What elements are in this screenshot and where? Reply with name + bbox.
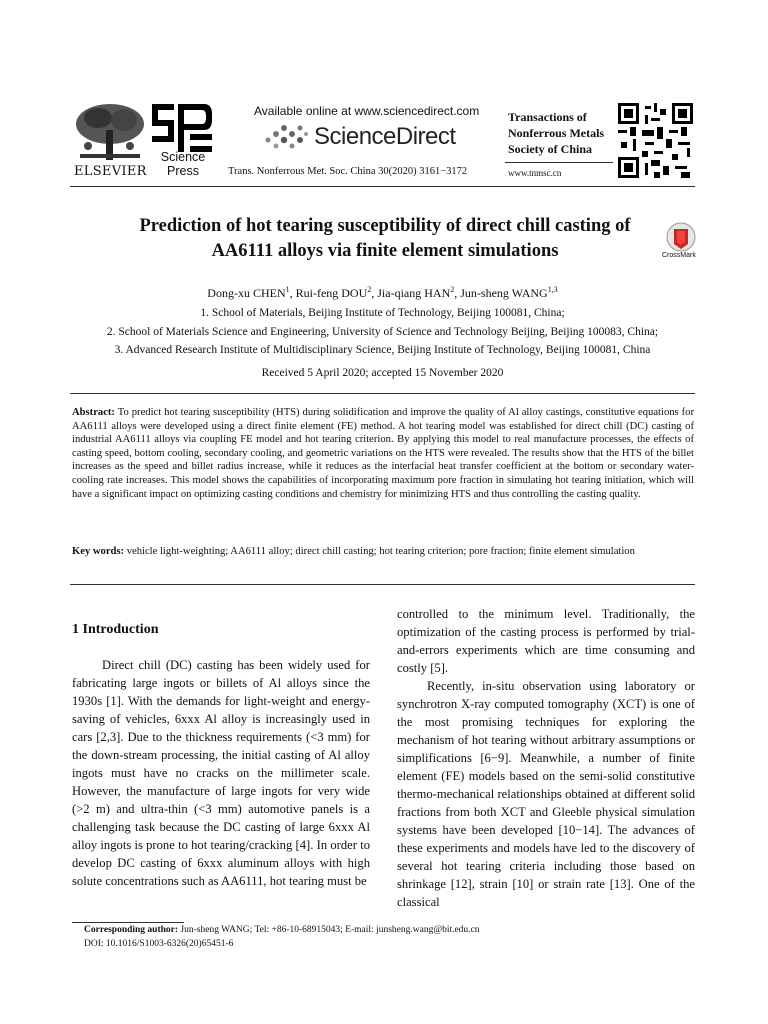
author-name: Rui-feng DOU [295, 286, 368, 300]
journal-name-line1: Transactions of [508, 110, 587, 124]
body-paragraph: Direct chill (DC) casting has been widely used for fabricating large ingots or billets of Al alloys since the 1930s [1]. With the demands for light-weight and energy-saving of vehicles, 6xxx Al alloy is increasingly used in cars [2,3]. Due to the thickness requirements (<3 mm) for the down-stream processing, the initial casting of Al alloy ingots must have no cracks on the millimeter scale. However, the manufacture of large ingots for very wide (>2 m) and ultra-thin (<3 mm) automotive panels is a challenging task because the DC casting of large 6xxx Al alloy ingots is prone to hot tearing/cracking [4]. In order to develop DC casting of 6xxx aluminum alloys with high solute concentrations such as AA6111, hot tearing must be [72, 658, 370, 888]
section-heading: 1 Introduction [72, 622, 159, 637]
author-name: Jia-qiang HAN [377, 286, 451, 300]
author-affiliation-mark: 2 [367, 285, 372, 294]
body-paragraph: controlled to the minimum level. Traditionally, the optimization of the casting process is performed by trial-and-errors experiments which are time consuming and costly [5]. [397, 607, 695, 675]
keywords-text: vehicle light-weighting; AA6111 alloy; direct chill casting; hot tearing criterion; pore fraction; finite element simulation [124, 546, 635, 557]
affiliation: 2. School of Materials Science and Engineering, University of Science and Technology Beijing, Beijing 100083, China; [106, 326, 659, 338]
journal-name-line2: Nonferrous Metals [508, 126, 605, 140]
footnote-rule [72, 922, 184, 923]
corresponding-author-footnote [84, 925, 480, 935]
body-paragraph: Recently, in-situ observation using laboratory or synchrotron X-ray computed tomography (XCT) is one of the most promising techniques for exploring the mechanism of hot tearing without arbitrary assumptions or simplifications [6−9]. Meanwhile, a number of finite element (FE) models based on the semi-solid constitutive thermo-mechanical relationships obtained at different solid fractions from both XCT and Gleeble physical simulation systems have been developed [10−14]. The advances of these experiments and models have led to the discovery of several hot tearing criteria including those based on shrinkage [12], strain [10] or strain rate [13]. One of the classical [397, 679, 695, 909]
journal-name [508, 109, 618, 157]
qr-code-icon [618, 103, 693, 178]
abstract-label: Abstract: [72, 407, 115, 418]
science-press-name [148, 150, 218, 178]
left-column [72, 656, 370, 890]
crossmark-label: CrossMark [662, 252, 696, 259]
publisher-name: ELSEVIER [74, 164, 147, 179]
affiliation: 1. School of Materials, Beijing Institute of Technology, Beijing 100081, China; [200, 307, 565, 319]
author-separator: , [289, 286, 296, 300]
science-press-line1: Science [160, 150, 206, 164]
right-column [397, 605, 695, 911]
affiliation: 3. Advanced Research Institute of Multidisciplinary Science, Beijing Institute of Technology, Beijing 100081, China [114, 344, 651, 356]
journal-name-divider [505, 162, 613, 163]
paper-title [90, 214, 680, 264]
sciencedirect-dots-icon [262, 120, 310, 154]
received-dates: Received 5 April 2020; accepted 15 November 2020 [261, 367, 504, 379]
author-affiliation-mark: 2 [450, 285, 455, 294]
science-press-logo-icon [150, 102, 214, 154]
journal-header [0, 0, 768, 190]
paper-title-line1: Prediction of hot tearing susceptibility of direct chill casting of [139, 216, 631, 236]
author-name: Jun-sheng WANG [460, 286, 548, 300]
journal-url: www.tnmsc.cn [508, 168, 562, 178]
author-affiliation-mark: 1,3 [547, 285, 558, 294]
footnote-text: Jun-sheng WANG; Tel: +86-10-68915043; E-mail: junsheng.wang@bit.edu.cn [178, 925, 480, 935]
header-divider [70, 186, 695, 187]
author-separator: , [371, 286, 378, 300]
author-list [70, 285, 695, 301]
journal-citation: Trans. Nonferrous Met. Soc. China 30(2020) 3161−3172 [228, 166, 468, 177]
paper-title-line2: AA6111 alloys via finite element simulations [211, 241, 559, 261]
abstract-bottom-rule [70, 584, 695, 585]
doi[interactable]: DOI: 10.1016/S1003-6326(20)65451-6 [84, 939, 234, 949]
author-affiliation-mark: 1 [285, 285, 290, 294]
keywords-label: Key words: [72, 546, 125, 557]
abstract-top-rule [70, 393, 695, 394]
journal-name-line3: Society of China [508, 142, 592, 156]
abstract-text: To predict hot tearing susceptibility (HTS) during solidification and improve the quality of Al alloy castings, constitutive equations for AA6111 alloys were developed using a direct finite element (FE) method. A hot tearing model was established for direct chill (DC) casting of industrial AA6111 alloys via coupling FE model and hot tearing criterion. By applying this model to real manufacture processes, the effects of casting speed, bottom cooling, secondary cooling, and geometric variations on the HTS were revealed. The results show that the HTS of the billet increases as the speed and billet radius increase, while it reduces as the interfacial heat transfer coefficient at the bottom or secondary water-cooling rate increases. This model shows the capabilities of incorporating maximum pore fraction in simulating hot tearing initiation, which will have a significant impact on optimizing casting conditions and chemistry for minimizing HTS and thus controlling the casting quality. [72, 407, 694, 500]
footnote-label: Corresponding author: [84, 925, 179, 935]
sciencedirect-wordmark: ScienceDirect [314, 123, 456, 150]
author-name: Dong-xu CHEN [207, 286, 286, 300]
available-online-text: Available online at www.sciencedirect.com [254, 104, 480, 118]
author-separator: , [454, 286, 461, 300]
keywords [72, 545, 694, 559]
abstract [72, 406, 694, 501]
science-press-line2: Press [167, 164, 199, 178]
